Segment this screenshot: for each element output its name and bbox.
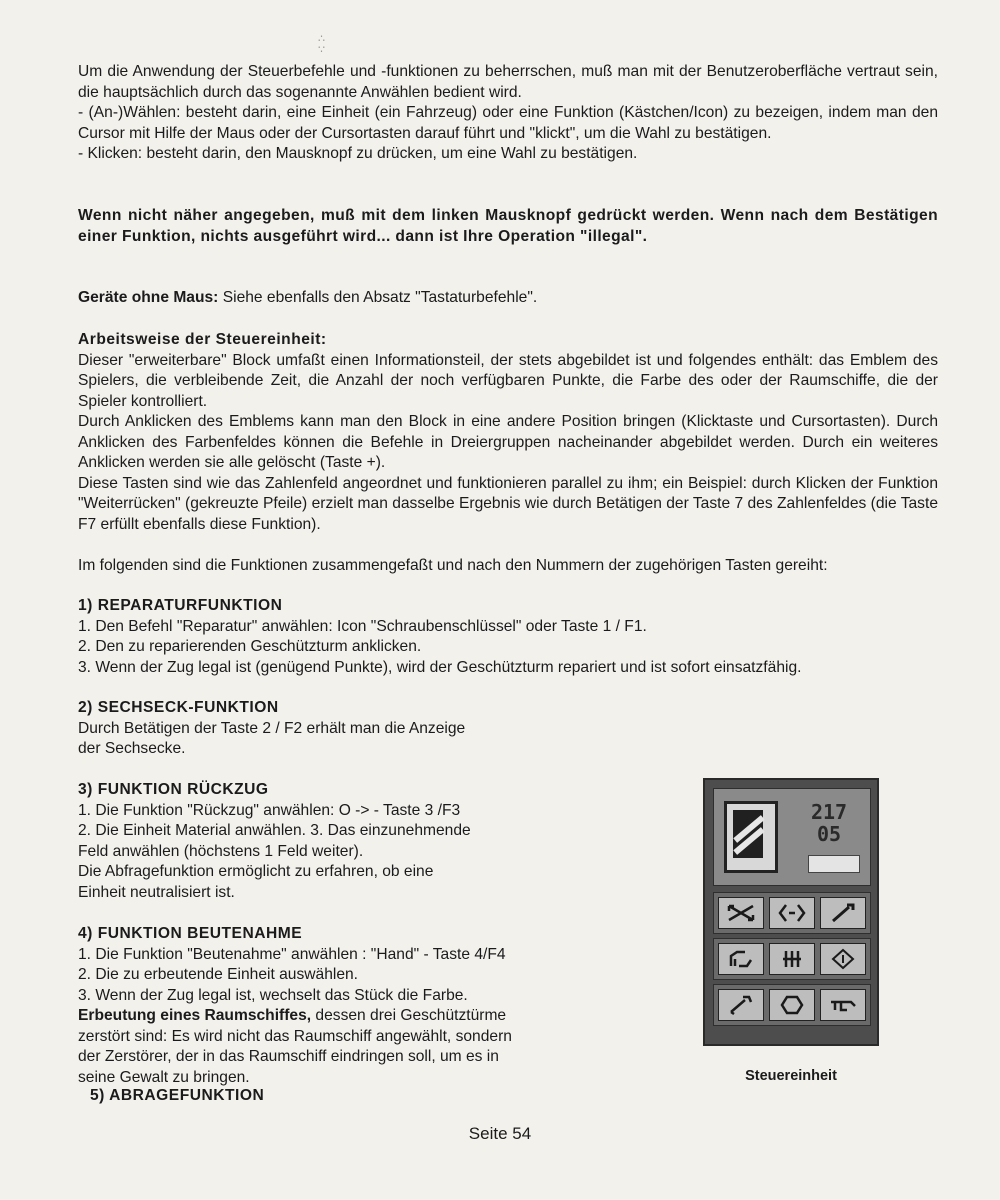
function-line: zerstört sind: Es wird nicht das Raumschiff angewählt, sondern bbox=[78, 1027, 512, 1045]
function-line: 2. Den zu reparierenden Geschützturm anklicken. bbox=[78, 638, 422, 655]
function-line: Die Abfragefunktion ermöglicht zu erfahren, ob eine bbox=[78, 863, 434, 880]
control-unit-heading: Arbeitsweise der Steuereinheit: bbox=[78, 331, 327, 348]
control-unit-paragraph-1: Dieser "erweiterbare" Block umfaßt einen Informationsteil, der stets abgebildet ist und folgendes enthält: das Emblem des Spielers, die verbleibende Zeit, die Anzahl der noch verfügbaren Punkte, die Farbe des oder der Raumschiffe, die der Spieler kontrolliert. bbox=[78, 351, 938, 410]
available-points: 05 bbox=[816, 822, 842, 846]
function-line: 1. Die Funktion "Beutenahme" anwählen : "Hand" - Taste 4/F4 bbox=[78, 945, 506, 963]
no-mouse-note bbox=[78, 288, 938, 309]
function-heading: 1) REPARATURFUNKTION bbox=[78, 597, 283, 614]
capture-ship-text: dessen drei Geschütztürme bbox=[311, 1007, 507, 1024]
query-icon bbox=[820, 943, 866, 975]
control-unit-paragraph-2: Durch Anklicken des Emblems kann man den Block in eine andere Position bringen (Klicktaste und Cursortasten). Durch Anklicken des Farbenfeldes können die Befehle in Dreiergruppen nacheinander abgebildet werden. Durch ein weiteres Anklicken werden sie alle gelöscht (Taste +). bbox=[78, 413, 938, 471]
wrench-icon bbox=[820, 897, 866, 929]
function-repair bbox=[78, 596, 938, 678]
intro-paragraph-3: - Klicken: besteht darin, den Mausknopf zu drücken, um eine Wahl zu bestätigen. bbox=[78, 145, 638, 162]
function-line: 1. Die Funktion "Rückzug" anwählen: O -> - Taste 3 /F3 bbox=[78, 801, 461, 819]
intro-paragraph-1: Um die Anwendung der Steuerbefehle und -funktionen zu beherrschen, muß man mit der Benutzeroberfläche vertraut sein, die hauptsächlich durch das sogenannte Anwählen bedient wird. bbox=[78, 63, 938, 101]
function-query bbox=[90, 1086, 950, 1107]
control-unit-figure bbox=[703, 778, 879, 1046]
function-line: Feld anwählen (höchstens 1 Feld weiter). bbox=[78, 842, 364, 860]
function-line: 1. Den Befehl "Reparatur" anwählen: Icon "Schraubenschlüssel" oder Taste 1 / F1. bbox=[78, 617, 647, 635]
illegal-operation-warning: Wenn nicht näher angegeben, muß mit dem linken Mausknopf gedrückt werden. Wenn nach dem Bestätigen einer Funktion, nichts ausgeführt wird... dann ist Ihre Operation "illegal". bbox=[78, 207, 938, 245]
function-heading: 2) SECHSECK-FUNKTION bbox=[78, 699, 279, 716]
remaining-time: 217 bbox=[810, 800, 848, 824]
function-capture bbox=[78, 924, 598, 1088]
status-readout bbox=[796, 801, 862, 845]
function-line: 2. Die Einheit Material anwählen. 3. Das einzunehmende bbox=[78, 822, 471, 839]
emblem-field bbox=[733, 810, 763, 858]
control-unit-section bbox=[78, 330, 938, 535]
function-line: 3. Wenn der Zug legal ist (genügend Punkte), wird der Geschützturm repariert und ist sofort einsatzfähig. bbox=[78, 658, 802, 676]
player-emblem-icon bbox=[724, 801, 778, 873]
weapon-icon bbox=[820, 989, 866, 1021]
intro-paragraph-2: - (An-)Wählen: besteht darin, eine Einheit (ein Fahrzeug) oder eine Funktion (Kästchen/Icon) zu bezeigen, indem man den Cursor mit Hilfe der Maus oder der Cursortasten darauf führt und "klickt", um die Wahl zu bestätigen. bbox=[78, 104, 938, 142]
figure-caption: Steuereinheit bbox=[745, 1068, 837, 1084]
function-heading: 3) FUNKTION RÜCKZUG bbox=[78, 781, 269, 798]
retreat-icon bbox=[769, 943, 815, 975]
function-line: seine Gewalt zu bringen. bbox=[78, 1068, 250, 1086]
control-unit-paragraph-3: Diese Tasten sind wie das Zahlenfeld angeordnet und funktionieren parallel zu ihm; ein Beispiel: durch Klicken der Funktion "Weiterrücken" (gekreuzte Pfeile) erzielt man dasselbe Ergebnis wie durch Betätigen der Taste 7 des Zahlenfeldes (die Taste F7 erfüllt ebenfalls diese Funktion). bbox=[78, 474, 938, 533]
no-mouse-text: Siehe ebenfalls den Absatz "Tastaturbefehle". bbox=[218, 289, 538, 306]
function-line: Einheit neutralisiert ist. bbox=[78, 883, 235, 901]
functions-summary: Im folgenden sind die Funktionen zusammengefaßt und nach den Nummern der zugehörigen Tasten gereiht: bbox=[78, 557, 828, 574]
page-number: Seite 54 bbox=[468, 1124, 532, 1143]
function-heading: 5) ABRAGEFUNKTION bbox=[90, 1087, 265, 1104]
intro-section bbox=[78, 62, 938, 165]
function-line: der Sechsecke. bbox=[78, 740, 186, 757]
tool-icon bbox=[718, 989, 764, 1021]
hand-icon bbox=[718, 943, 764, 975]
function-heading: 4) FUNKTION BEUTENAHME bbox=[78, 925, 303, 942]
function-retreat bbox=[78, 780, 548, 903]
function-line: der Zerstörer, der in das Raumschiff eindringen soll, um es in bbox=[78, 1048, 499, 1065]
function-line: 2. Die zu erbeutende Einheit auswählen. bbox=[78, 966, 359, 983]
color-field bbox=[808, 855, 860, 873]
command-row-2 bbox=[713, 938, 871, 980]
function-hexagon bbox=[78, 698, 548, 760]
capture-ship-label: Erbeutung eines Raumschiffes, bbox=[78, 1007, 312, 1024]
crossed-arrows-icon bbox=[718, 897, 764, 929]
scan-artifact-mark: ∴ ∵ bbox=[318, 33, 325, 56]
command-row-3 bbox=[713, 984, 871, 1026]
function-line: 3. Wenn der Zug legal ist, wechselt das Stück die Farbe. bbox=[78, 986, 468, 1004]
hexagon-arrows-icon bbox=[769, 897, 815, 929]
command-row-1 bbox=[713, 892, 871, 934]
function-line bbox=[78, 1006, 598, 1027]
info-panel bbox=[713, 788, 871, 886]
function-line: Durch Betätigen der Taste 2 / F2 erhält man die Anzeige bbox=[78, 719, 466, 737]
no-mouse-label: Geräte ohne Maus: bbox=[78, 289, 219, 306]
hexagon-icon bbox=[769, 989, 815, 1021]
